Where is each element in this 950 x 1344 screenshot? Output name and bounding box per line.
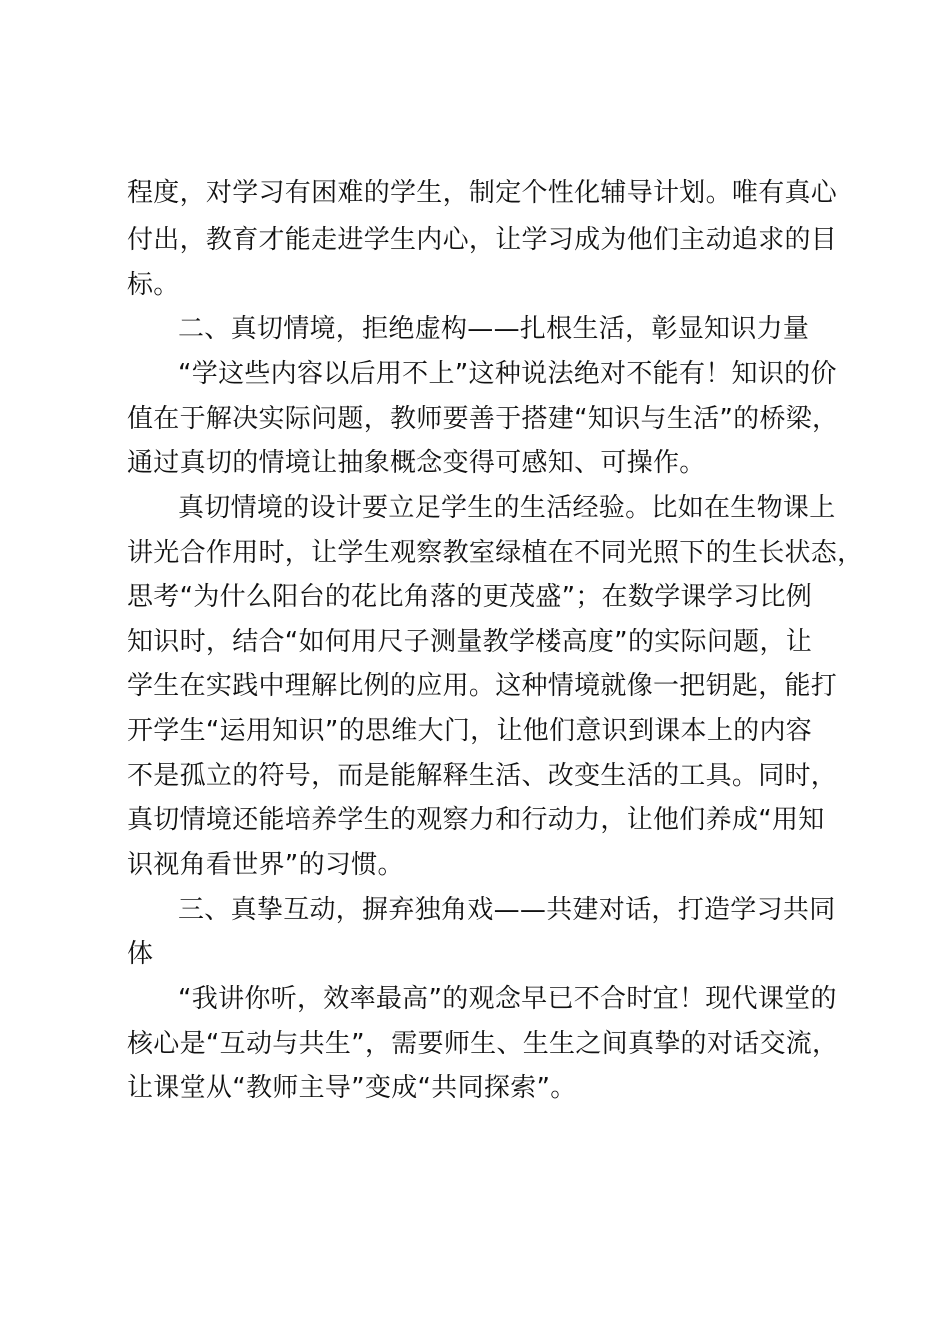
text-line: 核心是“互动与共生”，需要师生、生生之间真挚的对话交流，	[127, 1029, 839, 1059]
text-line: 思考“为什么阳台的花比角落的更茂盛”；在数学课学习比例	[127, 582, 813, 612]
text-line: 程度，对学习有困难的学生，制定个性化辅导计划。唯有真心	[127, 178, 838, 208]
text-line: 不是孤立的符号，而是能解释生活、改变生活的工具。同时，	[127, 761, 838, 791]
text-line: 值在于解决实际问题，教师要善于搭建“知识与生活”的桥梁，	[127, 404, 839, 434]
text-line: 付出，教育才能走进学生内心，让学习成为他们主动追求的目	[127, 225, 838, 255]
text-line: 开学生“运用知识”的思维大门，让他们意识到课本上的内容	[127, 716, 813, 746]
text-line: “我讲你听，效率最高”的观念早已不合时宜！现代课堂的	[178, 984, 837, 1014]
text-line: 通过真切的情境让抽象概念变得可感知、可操作。	[127, 448, 706, 478]
section-heading-3: 三、真挚互动，摒弃独角戏——共建对话，打造学习共同	[178, 895, 836, 925]
text-line: 真切情境的设计要立足学生的生活经验。比如在生物课上	[178, 493, 836, 523]
text-line: 讲光合作用时，让学生观察教室绿植在不同光照下的生长状态，	[127, 538, 864, 568]
section-heading-3-cont: 体	[127, 939, 154, 969]
text-line: 让课堂从“教师主导”变成“共同探索”。	[127, 1073, 577, 1103]
text-line: 知识时，结合“如何用尺子测量教学楼高度”的实际问题，让	[127, 627, 813, 657]
text-line: 识视角看世界”的习惯。	[127, 850, 404, 880]
text-line: 真切情境还能培养学生的观察力和行动力，让他们养成“用知	[127, 805, 825, 835]
section-heading-2: 二、真切情境，拒绝虚构——扎根生活，彰显知识力量	[178, 314, 810, 344]
text-line: 标。	[127, 270, 180, 300]
text-line: 学生在实践中理解比例的应用。这种情境就像一把钥匙，能打	[127, 671, 838, 701]
text-line: “学这些内容以后用不上”这种说法绝对不能有！知识的价	[178, 359, 837, 389]
